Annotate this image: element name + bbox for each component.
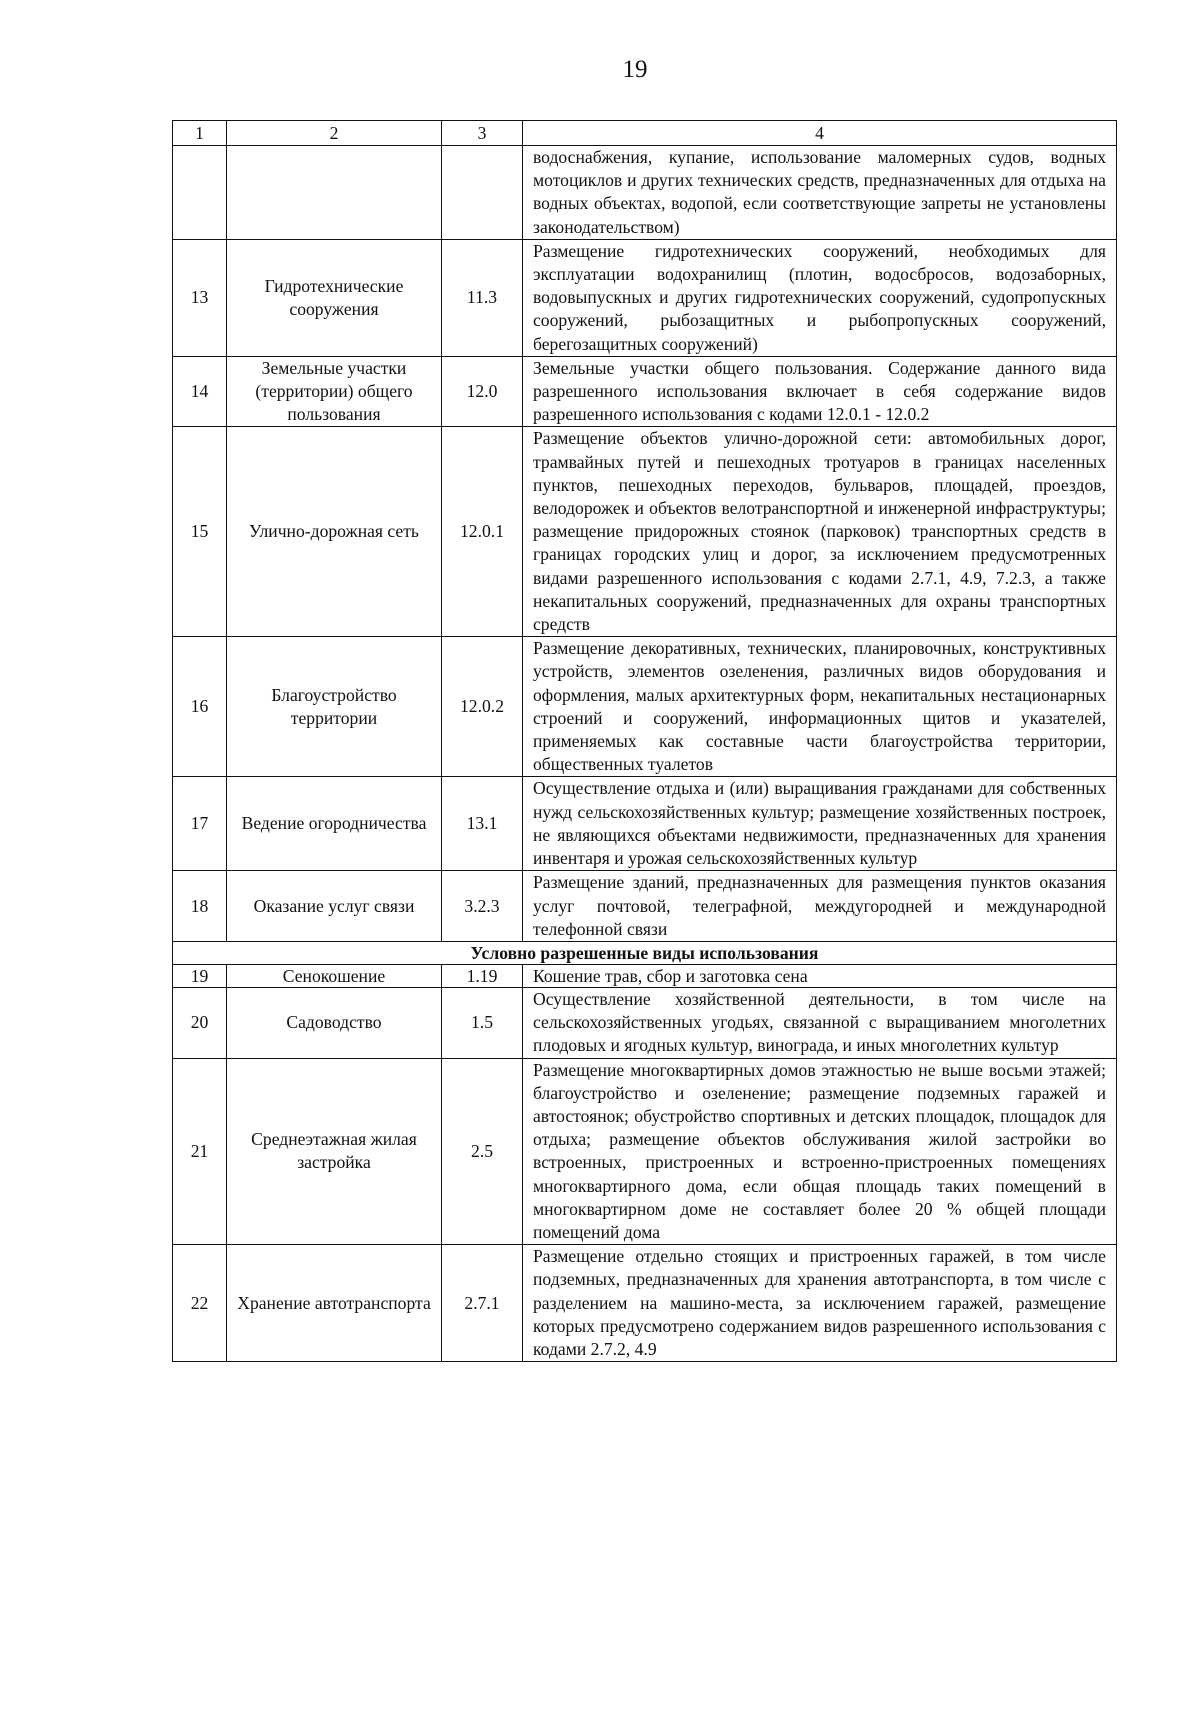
row-number: 14 xyxy=(173,356,227,427)
row-description: Размещение декоративных, технических, планировочных, конструктивных устройств, элементов озеленения, различных видов оборудования и оформления, малых архитектурных форм, некапитальных нестационарных строений и сооружений, информационных щитов и указателей, применяемых как составные части благоустройства территории, общественных туалетов xyxy=(523,637,1117,777)
row-code: 12.0.1 xyxy=(442,427,523,637)
row-number: 21 xyxy=(173,1058,227,1245)
header-cell-4: 4 xyxy=(523,121,1117,146)
row-number: 15 xyxy=(173,427,227,637)
table-row xyxy=(173,1058,1117,1245)
row-code: 12.0 xyxy=(442,356,523,427)
row-code xyxy=(442,146,523,240)
row-description: Осуществление хозяйственной деятельности, в том числе на сельскохозяйственных угодьях, связанной с выращиванием многолетних плодовых и ягодных культур, винограда, и иных многолетних культур xyxy=(523,987,1117,1058)
table-row xyxy=(173,964,1117,987)
row-description: Размещение отдельно стоящих и пристроенных гаражей, в том числе подземных, предназначенных для хранения автотранспорта, в том числе с разделением на машино-места, за исключением гаражей, размещение которых предусмотрено содержанием видов разрешенного использования с кодами 2.7.2, 4.9 xyxy=(523,1245,1117,1362)
table-row xyxy=(173,1245,1117,1362)
section-heading-row xyxy=(173,941,1117,964)
row-description: водоснабжения, купание, использование маломерных судов, водных мотоциклов и других технических средств, предназначенных для отдыха на водных объектах, водопой, если соответствующие запреты не установлены законодательством) xyxy=(523,146,1117,240)
row-code: 2.7.1 xyxy=(442,1245,523,1362)
land-use-table xyxy=(172,120,1117,1362)
table-row xyxy=(173,239,1117,356)
table-header-row xyxy=(173,121,1117,146)
row-name: Ведение огородничества xyxy=(227,777,442,871)
row-number: 19 xyxy=(173,964,227,987)
row-description: Размещение многоквартирных домов этажностью не выше восьми этажей; благоустройство и озеленение; размещение подземных гаражей и автостоянок; обустройство спортивных и детских площадок, площадок для отдыха; размещение объектов обслуживания жилой застройки во встроенных, пристроенных и встроенно-пристроенных помещениях многоквартирного дома, если общая площадь таких помещений в многоквартирном доме не составляет более 20 % общей площади помещений дома xyxy=(523,1058,1117,1245)
header-cell-2: 2 xyxy=(227,121,442,146)
row-number: 22 xyxy=(173,1245,227,1362)
row-code: 12.0.2 xyxy=(442,637,523,777)
row-name: Хранение автотранспорта xyxy=(227,1245,442,1362)
row-description: Размещение зданий, предназначенных для размещения пунктов оказания услуг почтовой, телеграфной, междугородней и международной телефонной связи xyxy=(523,871,1117,942)
row-code: 1.5 xyxy=(442,987,523,1058)
table-row xyxy=(173,777,1117,871)
row-code: 2.5 xyxy=(442,1058,523,1245)
row-number: 20 xyxy=(173,987,227,1058)
table-body xyxy=(173,121,1117,1362)
table-row xyxy=(173,356,1117,427)
row-number: 18 xyxy=(173,871,227,942)
row-code: 11.3 xyxy=(442,239,523,356)
page-number: 19 xyxy=(622,56,648,83)
table-row xyxy=(173,637,1117,777)
row-name xyxy=(227,146,442,240)
table-row xyxy=(173,871,1117,942)
row-name: Благоустройство территории xyxy=(227,637,442,777)
row-number xyxy=(173,146,227,240)
row-description: Размещение гидротехнических сооружений, необходимых для эксплуатации водохранилищ (плотин, водосбросов, водозаборных, водовыпускных и других гидротехнических сооружений, судопропускных сооружений, рыбозащитных и рыбопропускных сооружений, берегозащитных сооружений) xyxy=(523,239,1117,356)
row-code: 3.2.3 xyxy=(442,871,523,942)
table-row xyxy=(173,427,1117,637)
row-code: 1.19 xyxy=(442,964,523,987)
row-description: Кошение трав, сбор и заготовка сена xyxy=(523,964,1117,987)
row-name: Земельные участки (территории) общего пользования xyxy=(227,356,442,427)
header-cell-3: 3 xyxy=(442,121,523,146)
row-number: 17 xyxy=(173,777,227,871)
row-number: 13 xyxy=(173,239,227,356)
table-row xyxy=(173,987,1117,1058)
row-name: Оказание услуг связи xyxy=(227,871,442,942)
table-row xyxy=(173,146,1117,240)
row-number: 16 xyxy=(173,637,227,777)
row-code: 13.1 xyxy=(442,777,523,871)
row-name: Гидротехнические сооружения xyxy=(227,239,442,356)
header-cell-1: 1 xyxy=(173,121,227,146)
row-name: Сенокошение xyxy=(227,964,442,987)
section-heading: Условно разрешенные виды использования xyxy=(173,941,1117,964)
row-description: Земельные участки общего пользования. Содержание данного вида разрешенного использования включает в себя содержание видов разрешенного использования с кодами 12.0.1 - 12.0.2 xyxy=(523,356,1117,427)
row-description: Размещение объектов улично-дорожной сети: автомобильных дорог, трамвайных путей и пешеходных тротуаров в границах населенных пунктов, пешеходных переходов, бульваров, площадей, проездов, велодорожек и объектов велотранспортной и инженерной инфраструктуры; размещение придорожных стоянок (парковок) транспортных средств в границах городских улиц и дорог, за исключением предусмотренных видами разрешенного использования с кодами 2.7.1, 4.9, 7.2.3, а также некапитальных сооружений, предназначенных для охраны транспортных средств xyxy=(523,427,1117,637)
row-name: Улично-дорожная сеть xyxy=(227,427,442,637)
row-name: Среднеэтажная жилая застройка xyxy=(227,1058,442,1245)
row-description: Осуществление отдыха и (или) выращивания гражданами для собственных нужд сельскохозяйственных культур; размещение хозяйственных построек, не являющихся объектами недвижимости, предназначенных для хранения инвентаря и урожая сельскохозяйственных культур xyxy=(523,777,1117,871)
row-name: Садоводство xyxy=(227,987,442,1058)
